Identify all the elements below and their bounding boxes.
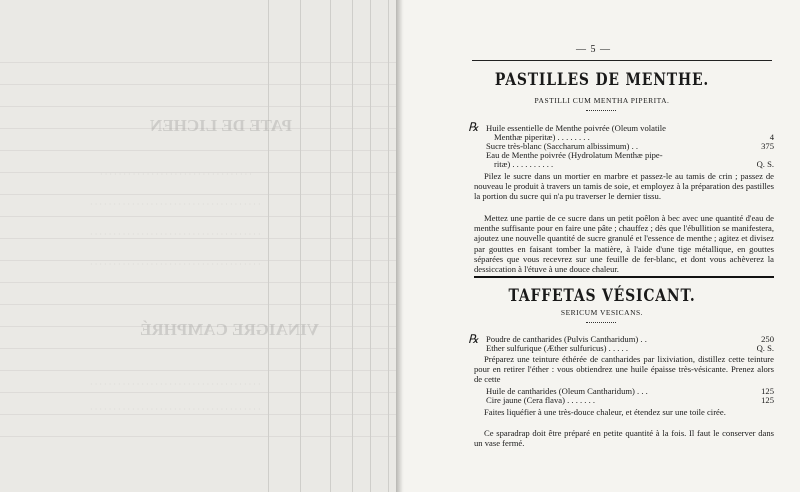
ledger-row-line <box>0 392 398 393</box>
ledger-row-line <box>0 106 398 107</box>
section-divider <box>474 276 774 278</box>
ledger-row-line <box>0 282 398 283</box>
ledger-row-line <box>0 194 398 195</box>
ingredient-line: Poudre de cantharides (Pulvis Cantharidum) . . <box>486 334 647 344</box>
ingredient-amount: Q. S. <box>756 159 774 169</box>
ingredient-amount: 375 <box>761 141 774 151</box>
ingredient-amount: 125 <box>761 395 774 405</box>
ledger-row-line <box>0 370 398 371</box>
section-title-taffetas: TAFFETAS VÉSICANT. <box>508 286 696 306</box>
ledger-column-line <box>330 0 331 492</box>
show-through-text: · · · · · · · · · · · · · · · · · · · · · · · · · · · · · · · · · · · · · <box>90 380 261 389</box>
ledger-row-line <box>0 84 398 85</box>
right-page <box>404 0 800 492</box>
show-through-text: · · · · · · · · · · · · · · · · · · · · · · · · · · · · · · · · · · · · · <box>90 230 261 239</box>
left-page <box>0 0 398 492</box>
ledger-column-line <box>388 0 389 492</box>
ingredient-line: ritæ) . . . . . . . . . . <box>494 159 554 169</box>
ledger-row-line <box>0 348 398 349</box>
ingredient-line: Sucre très-blanc (Saccharum albissimum) . . <box>486 141 639 151</box>
show-through-heading: PATE DE LICHEN <box>150 116 293 135</box>
section-subtitle-pastilles: PASTILLI CUM MENTHA PIPERITA. <box>534 96 670 105</box>
ledger-row-line <box>0 62 398 63</box>
recipe-symbol: ℞ <box>468 120 479 134</box>
section-title-pastilles: PASTILLES DE MENTHE. <box>494 70 710 90</box>
instruction-paragraph: Préparez une teinture éthérée de cantharides par lixiviation, distillez cette teinture pour en retirer l'éther : vous obtiendrez une huile épaisse très-vésicante. Prenez alors de cette <box>474 354 774 385</box>
header-rule <box>472 60 772 61</box>
instruction-paragraph: Mettez une partie de ce sucre dans un petit poêlon à bec avec une quantité d'eau de menthe suffisante pour en faire une pâte ; chauffez ; dès que l'ébullition se manifestera, ajoutez une nouvelle quantité de sucre granulé et l'essence de menthe ; agitez et divisez par gouttes en faisant tomber la matière, à l'aide d'une tige métallique, en gouttes séparées que vous recevrez sur une feuille de fer-blanc, et dont vous achèverez la dessiccation à l'étuve à une douce chaleur. <box>474 213 774 275</box>
ingredient-amount: 4 <box>769 132 774 142</box>
ledger-row-line <box>0 304 398 305</box>
ingredient-amount: 250 <box>761 334 774 344</box>
ledger-column-line <box>268 0 269 492</box>
ingredient-line: Huile de cantharides (Oleum Cantharidum) . . . <box>486 386 648 396</box>
ledger-column-line <box>300 0 301 492</box>
ingredient-line: Eau de Menthe poivrée (Hydrolatum Menthæ pipe- <box>486 150 663 160</box>
section-subtitle-taffetas: SERICUM VESICANS. <box>560 308 644 317</box>
ingredient-line: Menthæ piperitæ) . . . . . . . . <box>494 132 590 142</box>
ledger-row-line <box>0 414 398 415</box>
instruction-paragraph: Faites liquéfier à une très-douce chaleur, et étendez sur une toile cirée. <box>484 407 726 417</box>
instruction-paragraph: Ce sparadrap doit être préparé en petite quantité à la fois. Il faut le conserver dans un vase fermé. <box>474 428 774 449</box>
page-number: — 5 — <box>576 44 611 55</box>
ledger-row-line <box>0 150 398 151</box>
ingredient-amount: 125 <box>761 386 774 396</box>
ingredient-line: Cire jaune (Cera flava) . . . . . . . <box>486 395 596 405</box>
show-through-text: · · · · · · · · · · · · · · · · · · · · · · · · · · · · · · · · · · · · · <box>90 260 261 269</box>
ledger-row-line <box>0 436 398 437</box>
ledger-column-line <box>352 0 353 492</box>
instruction-paragraph: Pilez le sucre dans un mortier en marbre et passez-le au tamis de crin ; passez de nouveau le produit à travers un tamis de soie, et employez à la préparation des pastilles la portion du sucre qui n'a pu traverser le dernier tissu. <box>474 171 774 202</box>
ingredient-amount: Q. S. <box>756 343 774 353</box>
show-through-text: · · · · · · · · · · · · · · · · · · · · · · · · · · · · · · · · · · · · · <box>90 405 261 414</box>
show-through-text: · · · · · · · · · · · · · · · · · · · · · · · · · · · · · · · · · · · · · <box>90 200 261 209</box>
ornament-rule <box>586 110 616 114</box>
ingredient-line: Huile essentielle de Menthe poivrée (Oleum volatile <box>486 123 666 133</box>
ornament-rule <box>586 322 616 326</box>
recipe-symbol: ℞ <box>468 332 479 346</box>
show-through-heading: VINAIGRE CAMPHRÉ <box>140 320 319 339</box>
ingredient-line: Ether sulfurique (Æther sulfuricus) . . . . . <box>486 343 629 353</box>
ledger-column-line <box>370 0 371 492</box>
ledger-row-line <box>0 216 398 217</box>
show-through-text: · · · · · · · · · · · · · · · · · · · · · · · · · · · · · · · · · <box>100 170 252 179</box>
